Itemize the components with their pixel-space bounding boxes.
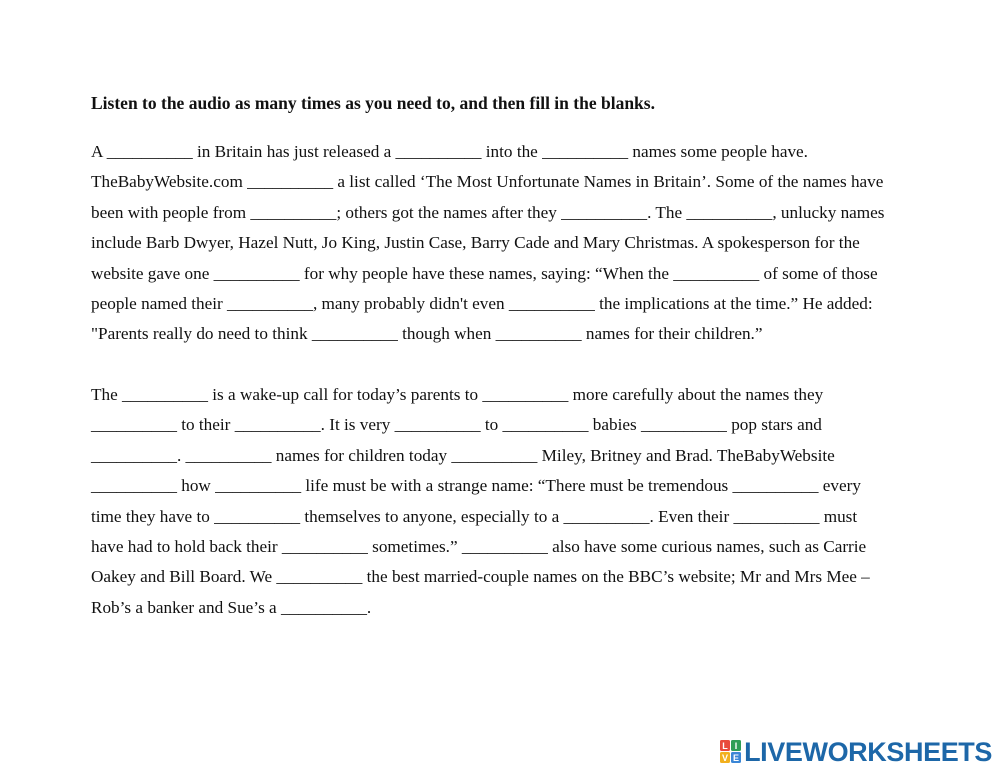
- text-line: been with people from __________; others got the names after they __________. The __________, unlucky names: [91, 202, 885, 222]
- logo-tile-letter: V: [722, 753, 729, 763]
- text-line: website gave one __________ for why people have these names, saying: “When the __________ of some of those: [91, 263, 878, 283]
- liveworksheets-logo-icon: [720, 740, 742, 764]
- text-line: include Barb Dwyer, Hazel Nutt, Jo King, Justin Case, Barry Cade and Mary Christmas. A spokesperson for the: [91, 233, 860, 253]
- text-line: time they have to __________ themselves to anyone, especially to a __________. Even their __________ must: [91, 506, 858, 526]
- text-line: people named their __________, many probably didn't even __________ the implications at the time.” He added:: [91, 293, 873, 313]
- paragraph-1: [91, 142, 885, 355]
- text-line: __________ how __________ life must be with a strange name: “There must be tremendous __________ every: [91, 476, 861, 496]
- instruction-heading: Listen to the audio as many times as you need to, and then fill in the blanks.: [91, 93, 655, 113]
- text-line: __________. __________ names for children today __________ Miley, Britney and Brad. TheBabyWebsite: [91, 445, 835, 465]
- text-line: __________ to their __________. It is very __________ to __________ babies __________ pop stars and: [91, 415, 822, 435]
- brand-name: LIVEWORKSHEETS: [744, 736, 992, 767]
- liveworksheets-brand[interactable]: [720, 738, 992, 766]
- text-line: TheBabyWebsite.com __________ a list called ‘The Most Unfortunate Names in Britain’. Some of the names have: [91, 172, 884, 192]
- text-line: A __________ in Britain has just released a __________ into the __________ names some people have.: [91, 142, 808, 161]
- text-line: "Parents really do need to think __________ though when __________ names for their children.”: [91, 324, 763, 344]
- text-line: The __________ is a wake-up call for today’s parents to __________ more carefully about the names they: [91, 385, 824, 404]
- text-line: Rob’s a banker and Sue’s a __________.: [91, 597, 372, 617]
- logo-tile-letter: I: [734, 741, 738, 751]
- logo-tile-letter: E: [733, 753, 740, 763]
- text-line: have had to hold back their __________ sometimes.” __________ also have some curious names, such as Carrie: [91, 536, 867, 556]
- logo-tile-letter: L: [722, 741, 728, 751]
- paragraph-2: [91, 385, 870, 628]
- text-line: Oakey and Bill Board. We __________ the best married-couple names on the BBC’s website; Mr and Mrs Mee –: [91, 567, 870, 587]
